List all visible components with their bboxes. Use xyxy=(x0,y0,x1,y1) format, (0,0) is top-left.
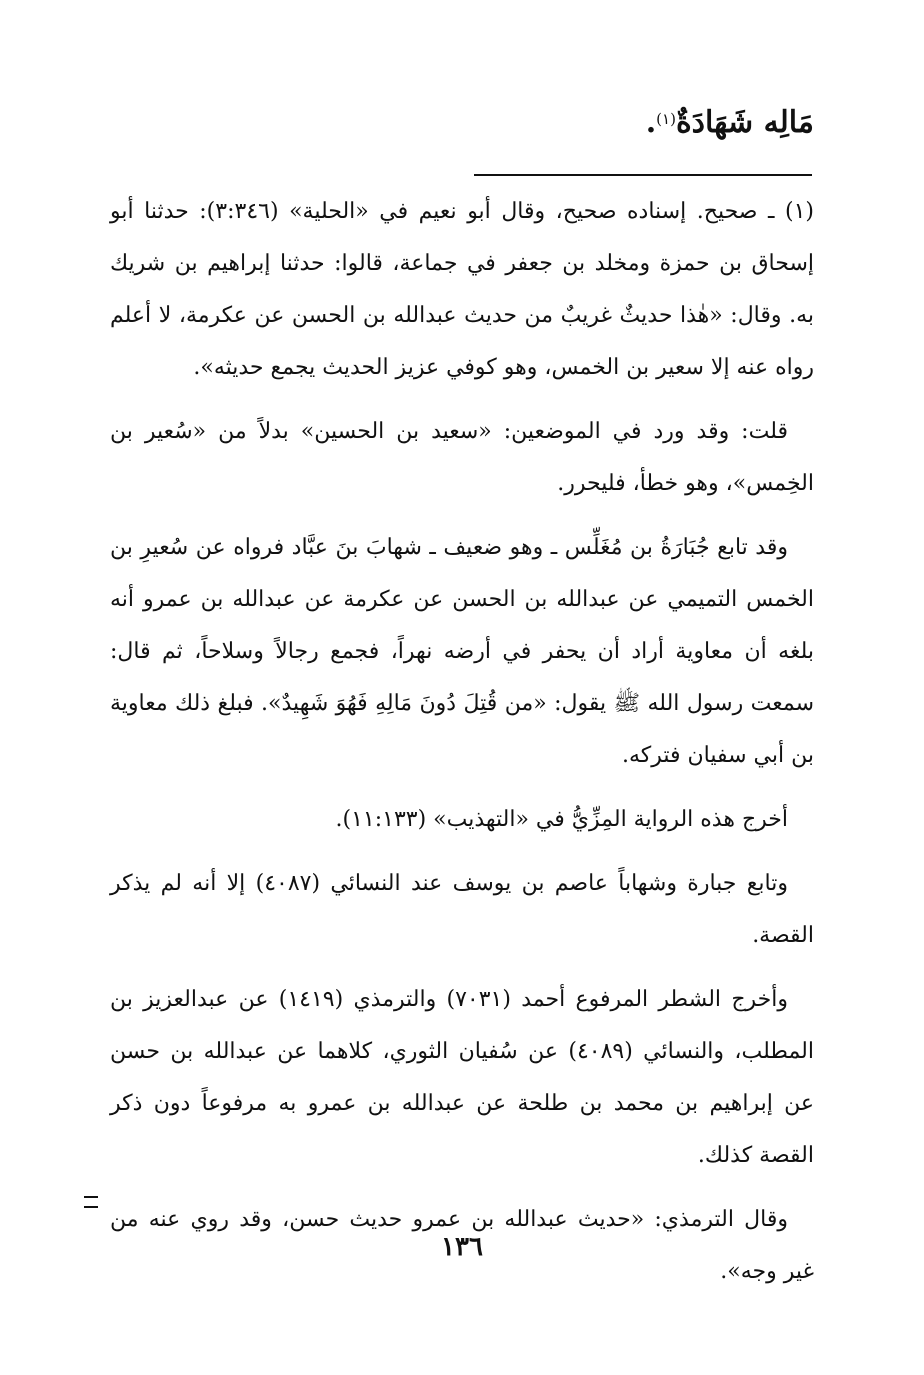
main-text-end-mark: . xyxy=(645,105,657,140)
footnote-paragraph-6: وأخرج الشطر المرفوع أحمد (٧٠٣١) والترمذي (١٤١٩) عن عبدالعزيز بن المطلب، والنسائي (٤٠٨٩) عن سُفيان الثوري، كلاهما عن عبدالله بن حسن عن إبراهيم بن محمد بن طلحة عن عبدالله بن عمرو به مرفوعاً دون ذكر القصة كذلك. xyxy=(110,987,814,1168)
footnote-paragraph-5: وتابع جبارة وشهاباً عاصم بن يوسف عند النسائي (٤٠٨٧) إلا أنه لم يذكر القصة. xyxy=(110,871,814,948)
footnote-paragraph-7: وقال الترمذي: «حديث عبدالله بن عمرو حديث حسن، وقد روي عنه من غير وجه». xyxy=(110,1207,814,1284)
continuation-mark xyxy=(84,1196,98,1208)
footnote-paragraph-4: أخرج هذه الرواية المِزِّيُّ في «التهذيب» (١١:١٣٣). xyxy=(335,807,788,832)
footnote-paragraph-1: (١) ـ صحيح. إسناده صحيح، وقال أبو نعيم في «الحلية» (٣:٣٤٦): حدثنا أبو إسحاق بن حمزة ومخلد بن جعفر في جماعة، قالوا: حدثنا إبراهيم بن شريك به. وقال: «هٰذا حديثٌ غريبٌ من حديث عبدالله بن الحسن عن عكرمة، لا أعلم رواه عنه إلا سعير بن الخمس، وهو كوفي عزيز الحديث يجمع حديثه». xyxy=(110,199,814,380)
main-text-line xyxy=(646,98,814,148)
footnotes-section xyxy=(110,186,814,1310)
footnote-paragraph-3: وقد تابع جُبَارَةُ بن مُغَلِّس ـ وهو ضعيف ـ شهابَ بنَ عبَّاد فرواه عن سُعيرِ بن الخمس التميمي عن عبدالله بن الحسن عن عكرمة عن عبدالله بن عمرو أنه بلغه أن معاوية أراد أن يحفر في أرضه نهراً، فجمع رجالاً وسلاحاً، ثم قال: سمعت رسول الله ﷺ يقول: «من قُتِلَ دُونَ مَالِهِ فَهُوَ شَهِيدٌ». فبلغ ذلك معاوية بن أبي سفيان فتركه. xyxy=(110,535,814,768)
page-number: ١٣٦ xyxy=(441,1232,483,1262)
footnote-reference: (١) xyxy=(656,110,676,128)
footnote-separator xyxy=(474,174,812,176)
main-text: مَالِه شَهَادَةٌ xyxy=(675,105,814,140)
footnote-paragraph-2: قلت: وقد ورد في الموضعين: «سعيد بن الحسين» بدلاً من «سُعير بن الخِمس»، وهو خطأ، فليحرر. xyxy=(110,419,814,496)
